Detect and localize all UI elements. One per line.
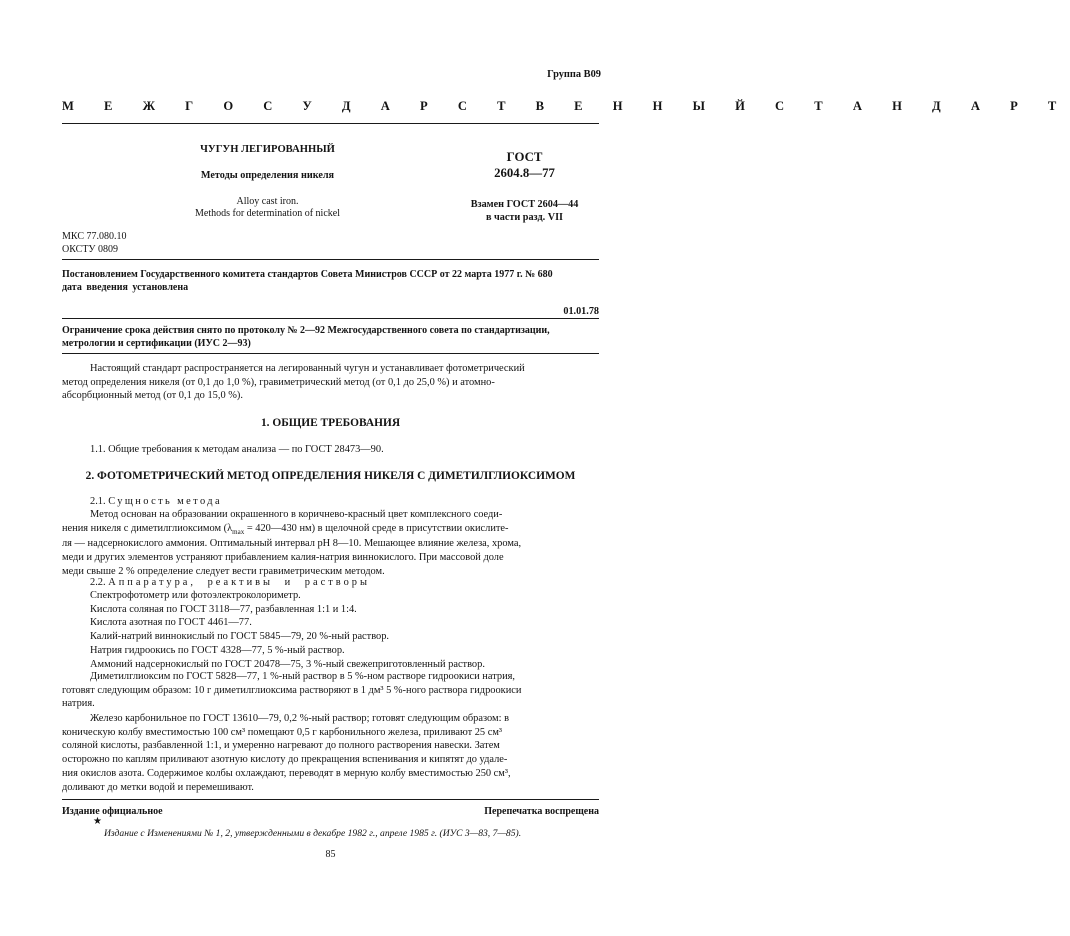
dimethylglyoxime-paragraph [62,670,602,711]
text-fragment: = 420—430 нм) в щелочной среде в присутствии окислите- [244,522,509,534]
text-fragment: нения никеля с диметилглиоксимом (λ [62,522,233,534]
intro-line: абсорбционный метод (от 0,1 до 15,0 %). [62,390,243,402]
text-line: меди и других элементов устраняют прибавлением калия-натрия виннокислого. При массовой доле [62,551,504,563]
decree-text: Постановлением Государственного комитета стандартов Совета Министров СССР от 22 марта 1977 г. № 680 [62,269,553,280]
text-line: готовят следующим образом: 10 г диметилглиоксима растворяют в 1 дм³ 5 %-ного раствора гидроокиси [62,684,522,696]
subsection-title: Сущность метода [108,496,222,507]
text-line: осторожно по каплям приливают азотную кислоту до прекращения вспенивания и кипятят до удале- [62,754,508,766]
intro-line: Настоящий стандарт распространяется на легированный чугун и устанавливает фотометрический [90,363,525,374]
section-1-heading: 1. ОБЩИЕ ТРЕБОВАНИЯ [260,417,401,429]
text-line: соляной кислоты, разбавленной 1:1, и умеренно нагревают до полного растворения навески. Затем [62,740,500,752]
section-2-heading: 2. ФОТОМЕТРИЧЕСКИЙ МЕТОД ОПРЕДЕЛЕНИЯ НИКЕЛЯ С ДИМЕТИЛГЛИОКСИМОМ [85,470,576,482]
text-line: ля — надсернокислого аммония. Оптимальный интервал pH 8—10. Мешающее влияние железа, хрома, [62,538,522,550]
text-line: Железо карбонильное по ГОСТ 13610—79, 0,2 %-ный раствор; готовят следующим образом: в [90,713,509,724]
reagent-list [90,589,600,671]
replaces-line-1: Взамен ГОСТ 2604—44 [470,199,579,210]
intro-paragraph [62,362,602,403]
document-subtitle: Методы определения никеля [200,170,335,181]
subsection-title: Аппаратура, реактивы и растворы [108,577,370,588]
reagent-item: Натрия гидроокись по ГОСТ 4328—77, 5 %-ный раствор. [90,644,345,656]
reagent-item: Спектрофотометр или фотоэлектроколориметр. [90,590,301,601]
header-rule [62,123,599,124]
official-edition: Издание официальное [62,806,163,817]
date-rule [62,318,599,319]
page-number: 85 [325,849,336,860]
text-line: натрия. [62,698,95,710]
text-line: ния окислов азота. Содержимое колбы охлаждают, переводят в мерную колбу вместимостью 250 см³, [62,767,511,779]
intro-date: 01.01.78 [563,306,599,317]
section-1-item: 1.1. Общие требования к методам анализа — по ГОСТ 28473—90. [90,444,384,455]
subsection-number: 2.2. [90,577,106,588]
reagent-item: Кислота соляная по ГОСТ 3118—77, разбавленная 1:1 и 1:4. [90,603,357,615]
group-code: Группа В09 [547,69,601,80]
limitation-rule [62,353,599,354]
reagent-item: Аммоний надсернокислый по ГОСТ 20478—75, 3 %-ный свежеприготовленный раствор. [90,658,485,670]
subsection-number: 2.1. [90,496,106,507]
subsection-2-1-heading [90,495,222,509]
gost-number: 2604.8—77 [494,166,555,180]
text-line: коническую колбу вместимостью 100 см³ помещают 0,5 г карбонильного железа, приливают 25 см³ [62,726,503,738]
subtitle-english: Methods for determination of nickel [195,208,340,219]
iron-paragraph [62,712,602,794]
intro-line: метод определения никеля (от 0,1 до 1,0 %), гравиметрический метод (от 0,1 до 25,0 %) и атомно- [62,376,495,388]
okstu-code: ОКСТУ 0809 [62,244,119,255]
mks-code: МКС 77.080.10 [62,231,127,242]
standard-banner: М Е Ж Г О С У Д А Р С Т В Е Н Н Ы Й С Т А Н Д А Р Т [62,99,1070,113]
text-line: Метод основан на образовании окрашенного в коричнево-красный цвет комплексного соеди- [90,509,503,520]
limitation-line-2: метрологии и сертификации (ИУС 2—93) [62,338,251,349]
reagent-item: Калий-натрий виннокислый по ГОСТ 5845—79, 20 %-ный раствор. [90,631,390,643]
title-english: Alloy cast iron. [236,196,299,207]
title-rule [62,259,599,260]
document-title: ЧУГУН ЛЕГИРОВАННЫЙ [200,144,335,155]
text-line: Диметилглиоксим по ГОСТ 5828—77, 1 %-ный раствор в 5 %-ном растворе гидроокиси натрия, [90,671,516,682]
gost-label: ГОСТ [506,150,543,164]
star-icon: ★ [93,816,102,827]
method-description [62,508,602,578]
text-line [62,522,602,537]
footer-rule [62,799,599,800]
replaces-line-2: в части разд. VII [485,212,564,223]
reagent-item: Кислота азотная по ГОСТ 4461—77. [90,617,252,629]
intro-date-label: дата введения установлена [62,282,189,293]
edition-note: Издание с Изменениями № 1, 2, утвержденными в декабре 1982 г., апреле 1985 г. (ИУС 3—83, 7—85). [104,828,522,839]
limitation-line-1: Ограничение срока действия снято по протоколу № 2—92 Межгосударственного совета по стандартизации, [62,325,550,336]
subsection-2-2-heading [90,576,370,590]
subscript: max [232,527,245,536]
text-line: доливают до метки водой и перемешивают. [62,781,254,793]
text-line: меди свыше 2 % определение следует вести гравиметрическим методом. [62,565,385,577]
reprint-prohibited: Перепечатка воспрещена [484,806,599,817]
